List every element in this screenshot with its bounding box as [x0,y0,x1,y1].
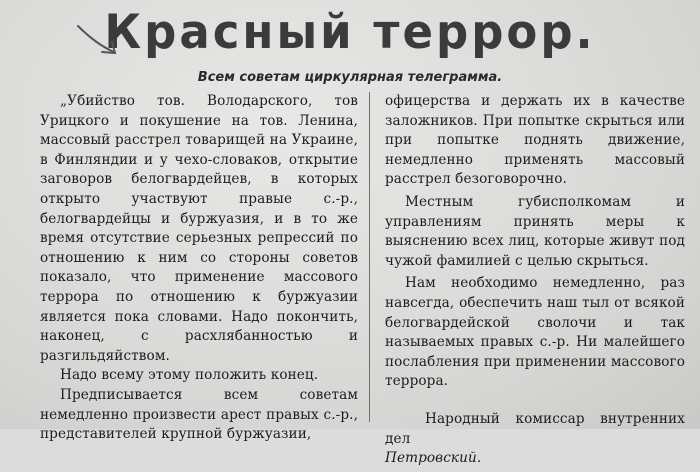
paragraph: „Убийство тов. Володарского, тов Урицкого и покушение на тов. Ленина, массовый расстрел товарищей на Украине, в Финляндии и у чехо-словаков, открытие заговоров белогвардейцев, в которых открыто участвуют правые с.-р., белогвардейцы и буржуазия, и в то же время отсутствие серьезных репрессий по отношению к ним со стороны советов показало, что применение массового террора по отношению к буржуазии является пока словами. Надо покончить, наконец, с расхлябанностью и разгильдяйством. [40,93,358,364]
signature-title: Народный комиссар внутренних дел [385,410,685,447]
paragraph: Надо всему этому положить конец. [60,367,319,384]
signature-name: Петровский. [385,450,482,467]
left-column [40,92,358,445]
headline: Красный террор. [104,3,596,60]
paragraph: офицерства и держать их в качестве заложников. При попытке скрыться или при попытке поднять движение, немедленно применять массовый расстрел безоговорочно. [385,93,685,188]
subheadline: Всем советам циркулярная телеграмма. [197,70,503,85]
paragraph: Предписывается всем советам немедленно произвести арест правых с.-р., представителей крупной буржуазии, [40,386,358,443]
signature [385,410,685,469]
paragraph: Местным губисполкомам и управлениям принять меры к выяснению всех лиц, которые живут под чужой фамилией с целью скрыться. [385,193,685,269]
pen-mark [74,22,120,58]
column-divider [369,92,370,422]
paragraph: Нам необходимо немедленно, раз навсегда, обеспечить наш тыл от всякой белогвардейской сволочи и так называемых правых с.-р. Ни малейшего послабления при применении массового террора. [385,275,685,390]
right-column [385,92,685,472]
